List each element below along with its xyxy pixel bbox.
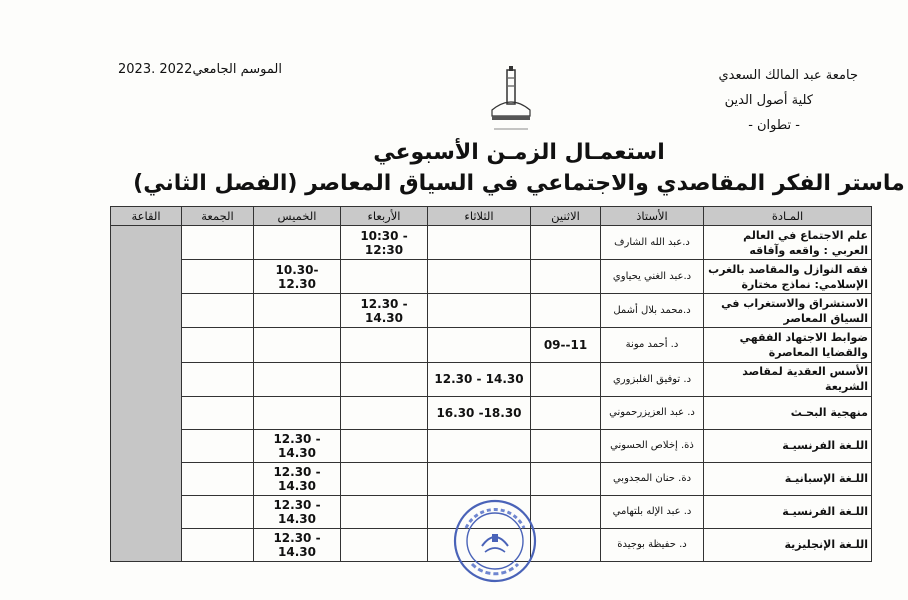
professor-cell: د. أحمد مونة (601, 328, 704, 362)
wednesday-cell (341, 495, 428, 528)
faculty-stamp-icon (452, 498, 538, 584)
thursday-cell (254, 396, 341, 429)
wednesday-cell (341, 462, 428, 495)
wednesday-cell: 12.30 - 14.30 (341, 294, 428, 328)
monday-cell (531, 528, 601, 561)
friday-cell (182, 462, 254, 495)
thursday-cell (254, 362, 341, 396)
subject-cell: علم الاجتماع في العالم العربي : واقعه وآفاقه (704, 226, 872, 260)
col-subject: المـادة (704, 207, 872, 226)
subject-cell: فقه النوازل والمقاصد بالغرب الإسلامي: نماذج مختارة (704, 260, 872, 294)
monday-cell: 09--11 (531, 328, 601, 362)
table-row (111, 429, 872, 462)
table-row (111, 260, 872, 294)
wednesday-cell: 10:30 - 12:30 (341, 226, 428, 260)
monday-cell (531, 495, 601, 528)
thursday-cell: 12.30 - 14.30 (254, 462, 341, 495)
monday-cell (531, 260, 601, 294)
academic-season: الموسم الجامعي2022 .2023 (118, 62, 282, 77)
university-name: جامعة عبد المالك السعدي (718, 68, 858, 83)
wednesday-cell (341, 528, 428, 561)
friday-cell (182, 429, 254, 462)
thursday-cell: 12.30 - 14.30 (254, 429, 341, 462)
thursday-cell (254, 294, 341, 328)
table-header-row (111, 207, 872, 226)
tuesday-cell (428, 328, 531, 362)
friday-cell (182, 396, 254, 429)
thursday-cell (254, 328, 341, 362)
wednesday-cell (341, 260, 428, 294)
tuesday-cell: 16.30 -18.30 (428, 396, 531, 429)
table-row (111, 226, 872, 260)
monday-cell (531, 429, 601, 462)
col-professor: الأستاذ (601, 207, 704, 226)
professor-cell: د.عبد الله الشارف (601, 226, 704, 260)
friday-cell (182, 328, 254, 362)
professor-cell: د.عبد الغني يحياوي (601, 260, 704, 294)
thursday-cell: 12.30 - 14.30 (254, 495, 341, 528)
col-thursday: الخميس (254, 207, 341, 226)
col-monday: الاثنين (531, 207, 601, 226)
col-room: القاعة (111, 207, 182, 226)
tuesday-cell (428, 294, 531, 328)
wednesday-cell (341, 362, 428, 396)
tuesday-cell (428, 260, 531, 294)
subject-cell: الاستشراق والاستغراب في السياق المعاصر (704, 294, 872, 328)
subject-cell: اللـغة الفرنسيـة (704, 495, 872, 528)
wednesday-cell (341, 429, 428, 462)
friday-cell (182, 528, 254, 561)
faculty-name: كلية أصول الدين (724, 93, 813, 108)
col-wednesday: الأربعاء (341, 207, 428, 226)
tuesday-cell (428, 429, 531, 462)
col-tuesday: الثلاثاء (428, 207, 531, 226)
monday-cell (531, 226, 601, 260)
thursday-cell: 12.30 - 14.30 (254, 528, 341, 561)
wednesday-cell (341, 396, 428, 429)
monday-cell (531, 294, 601, 328)
wednesday-cell (341, 328, 428, 362)
friday-cell (182, 226, 254, 260)
table-row (111, 462, 872, 495)
subject-cell: منهجية البحـث (704, 396, 872, 429)
subject-cell: ضوابط الاجتهاد الفقهي والقضايا المعاصرة (704, 328, 872, 362)
thursday-cell (254, 226, 341, 260)
table-row (111, 362, 872, 396)
table-row (111, 396, 872, 429)
monday-cell (531, 396, 601, 429)
col-friday: الجمعة (182, 207, 254, 226)
table-row (111, 294, 872, 328)
subject-cell: الأسس العقدية لمقاصد الشريعة (704, 362, 872, 396)
friday-cell (182, 362, 254, 396)
friday-cell (182, 294, 254, 328)
professor-cell: دة. حنان المجدوبي (601, 462, 704, 495)
page-title: استعمـال الزمـن الأسبوعي (373, 140, 665, 165)
tuesday-cell: 12.30 - 14.30 (428, 362, 531, 396)
monday-cell (531, 462, 601, 495)
program-subtitle: ماستر الفكر المقاصدي والاجتماعي في السياق المعاصر (الفصل الثاني) (133, 171, 905, 196)
room-cell (111, 226, 182, 562)
tuesday-cell (428, 462, 531, 495)
professor-cell: ذة. إخلاص الحسوني (601, 429, 704, 462)
professor-cell: د. توفيق الغلبزوري (601, 362, 704, 396)
city-name: - تطوان - (748, 118, 800, 133)
monday-cell (531, 362, 601, 396)
tuesday-cell (428, 226, 531, 260)
subject-cell: اللـغة الإسبانيـة (704, 462, 872, 495)
friday-cell (182, 495, 254, 528)
table-row (111, 328, 872, 362)
friday-cell (182, 260, 254, 294)
subject-cell: اللـغة الإنجليزية (704, 528, 872, 561)
subject-cell: اللـغة الفرنسيـة (704, 429, 872, 462)
professor-cell: د.محمد بلال أشمل (601, 294, 704, 328)
professor-cell: د. عبد الإله بلتهامي (601, 495, 704, 528)
professor-cell: د. عبد العزيزرحموني (601, 396, 704, 429)
thursday-cell: 10.30- 12.30 (254, 260, 341, 294)
professor-cell: د. حفيظة بوجيدة (601, 528, 704, 561)
faculty-logo-icon (486, 66, 536, 132)
